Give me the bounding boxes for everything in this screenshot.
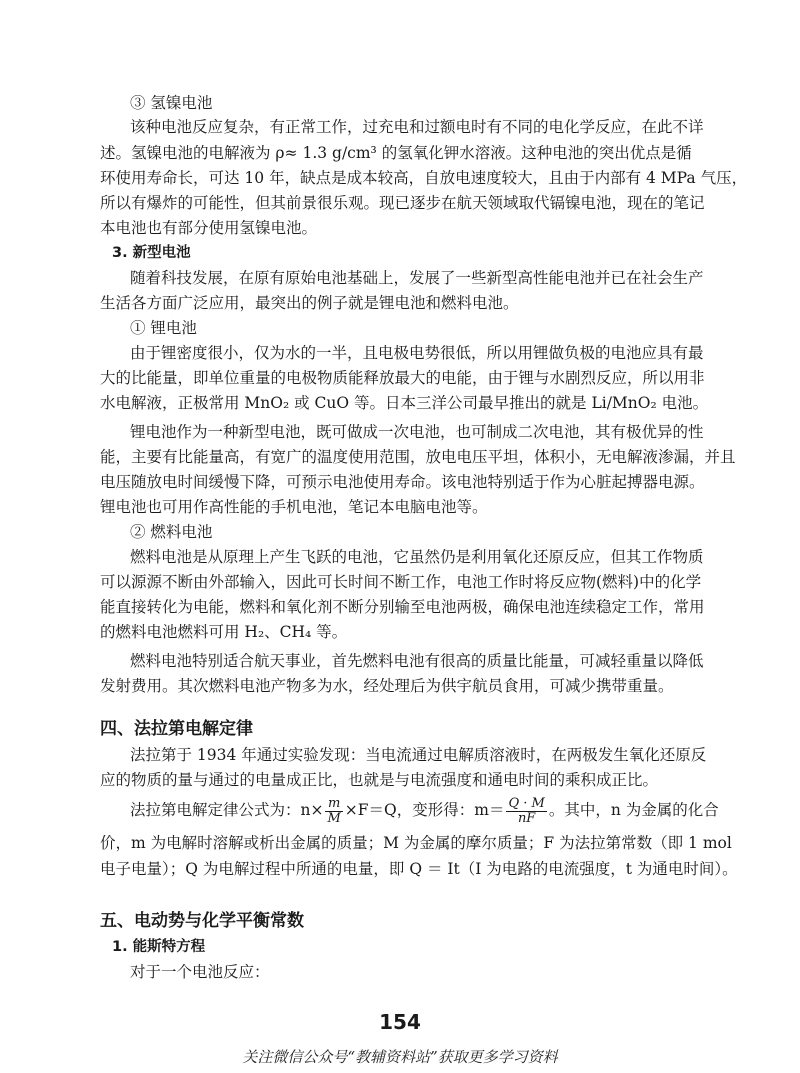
paragraph-line: 锂电池作为一种新型电池，既可做成一次电池，也可制成二次电池，其有极优异的性	[130, 423, 704, 441]
paragraph-line: 应的物质的量与通过的电量成正比，也就是与电流强度和通电时间的乘积成正比。	[100, 771, 659, 789]
fraction-m-over-M	[325, 797, 342, 826]
heading-nimh: ③ 氢镍电池	[130, 94, 213, 112]
fraction-denominator: M	[327, 810, 341, 826]
paragraph-line: 可以源源不断由外部输入，因此可长时间不断工作，电池工作时将反应物(燃料)中的化学	[100, 573, 702, 591]
section-heading-faraday: 四、法拉第电解定律	[100, 719, 253, 739]
paragraph-line: 电压随放电时间缓慢下降，可预示电池使用寿命。该电池特别适于作为心脏起搏器电源。	[100, 473, 705, 491]
page-number: 154	[379, 1010, 421, 1034]
paragraph-line: 该种电池反应复杂，有正常工作，过充电和过额电时有不同的电化学反应，在此不详	[130, 118, 704, 136]
paragraph-line: 环使用寿命长，可达 10 年，缺点是成本较高，自放电速度较大，且由于内部有 4 MPa 气压，	[100, 169, 748, 187]
fraction-numerator: m	[325, 797, 342, 812]
paragraph-line: 生活各方面广泛应用，最突出的例子就是锂电池和燃料电池。	[100, 294, 519, 312]
paragraph-line: 锂电池也可用作高性能的手机电池，笔记本电脑电池等。	[100, 498, 488, 516]
paragraph-line: 燃料电池特别适合航天事业，首先燃料电池有很高的质量比能量，可减轻重量以降低	[130, 652, 704, 670]
paragraph-line: 对于一个电池反应：	[130, 963, 270, 981]
formula-text: 。其中，n 为金属的化合	[548, 801, 719, 819]
paragraph-line: 的燃料电池燃料可用 H₂、CH₄ 等。	[100, 623, 348, 641]
paragraph-line: 发射费用。其次燃料电池产物多为水，经处理后为供宇航员食用，可减少携带重量。	[100, 677, 674, 695]
paragraph-line: 随着科技发展，在原有原始电池基础上，发展了一些新型高性能电池并已在社会生产	[130, 269, 704, 287]
subheading-new-battery: 3. 新型电池	[112, 245, 191, 261]
heading-lithium: ① 锂电池	[130, 319, 197, 337]
heading-fuel-cell: ② 燃料电池	[130, 523, 213, 541]
paragraph-line: 电子电量）；Q 为电解过程中所通的电量，即 Q ＝ It（I 为电路的电流强度，t 为通电时间）。	[100, 860, 738, 878]
faraday-formula-line	[130, 792, 719, 828]
paragraph-line: 所以有爆炸的可能性，但其前景很乐观。现已逐步在航天领域取代镉镍电池，现在的笔记	[100, 194, 705, 212]
paragraph-line: 水电解液，正极常用 MnO₂ 或 CuO 等。日本三洋公司最早推出的就是 Li/MnO₂ 电池。	[100, 394, 709, 412]
paragraph-line: 本电池也有部分使用氢镍电池。	[100, 219, 318, 237]
paragraph-line: 由于锂密度很小，仅为水的一半，且电极电势很低，所以用锂做负极的电池应具有最	[130, 344, 704, 362]
paragraph-line: 述。氢镍电池的电解液为 ρ≈ 1.3 g/cm³ 的氢氧化钾水溶液。这种电池的突出优点是循	[100, 144, 692, 162]
paragraph-line: 大的比能量，即单位重量的电极物质能释放最大的电能，由于锂与水剧烈反应，所以用非	[100, 369, 705, 387]
paragraph-line: 能直接转化为电能，燃料和氧化剂不断分别输至电池两极，确保电池连续稳定工作，常用	[100, 598, 705, 616]
fraction-numerator: Q · M	[508, 795, 545, 811]
paragraph-line: 法拉第于 1934 年通过实验发现：当电流通过电解质溶液时，在两极发生氧化还原反	[130, 746, 707, 764]
section-heading-emf: 五、电动势与化学平衡常数	[100, 911, 304, 931]
fraction-denominator: nF	[517, 810, 536, 826]
paragraph-line: 能，主要有比能量高，有宽广的温度使用范围，放电电压平坦，体积小，无电解液渗漏，并且	[100, 448, 736, 466]
formula-text: ×F＝Q，变形得：m＝	[344, 801, 505, 819]
formula-text: 法拉第电解定律公式为：n×	[130, 801, 324, 819]
fraction-QM-over-nF	[506, 797, 546, 826]
paragraph-line: 价，m 为电解时溶解或析出金属的质量；M 为金属的摩尔质量；F 为法拉第常数（即 1 mol	[100, 834, 732, 852]
footer-watermark: 关注微信公众号“教辅资料站”获取更多学习资料	[242, 1048, 558, 1066]
paragraph-line: 燃料电池是从原理上产生飞跃的电池，它虽然仍是利用氧化还原反应，但其工作物质	[130, 548, 704, 566]
subheading-nernst: 1. 能斯特方程	[112, 939, 206, 955]
